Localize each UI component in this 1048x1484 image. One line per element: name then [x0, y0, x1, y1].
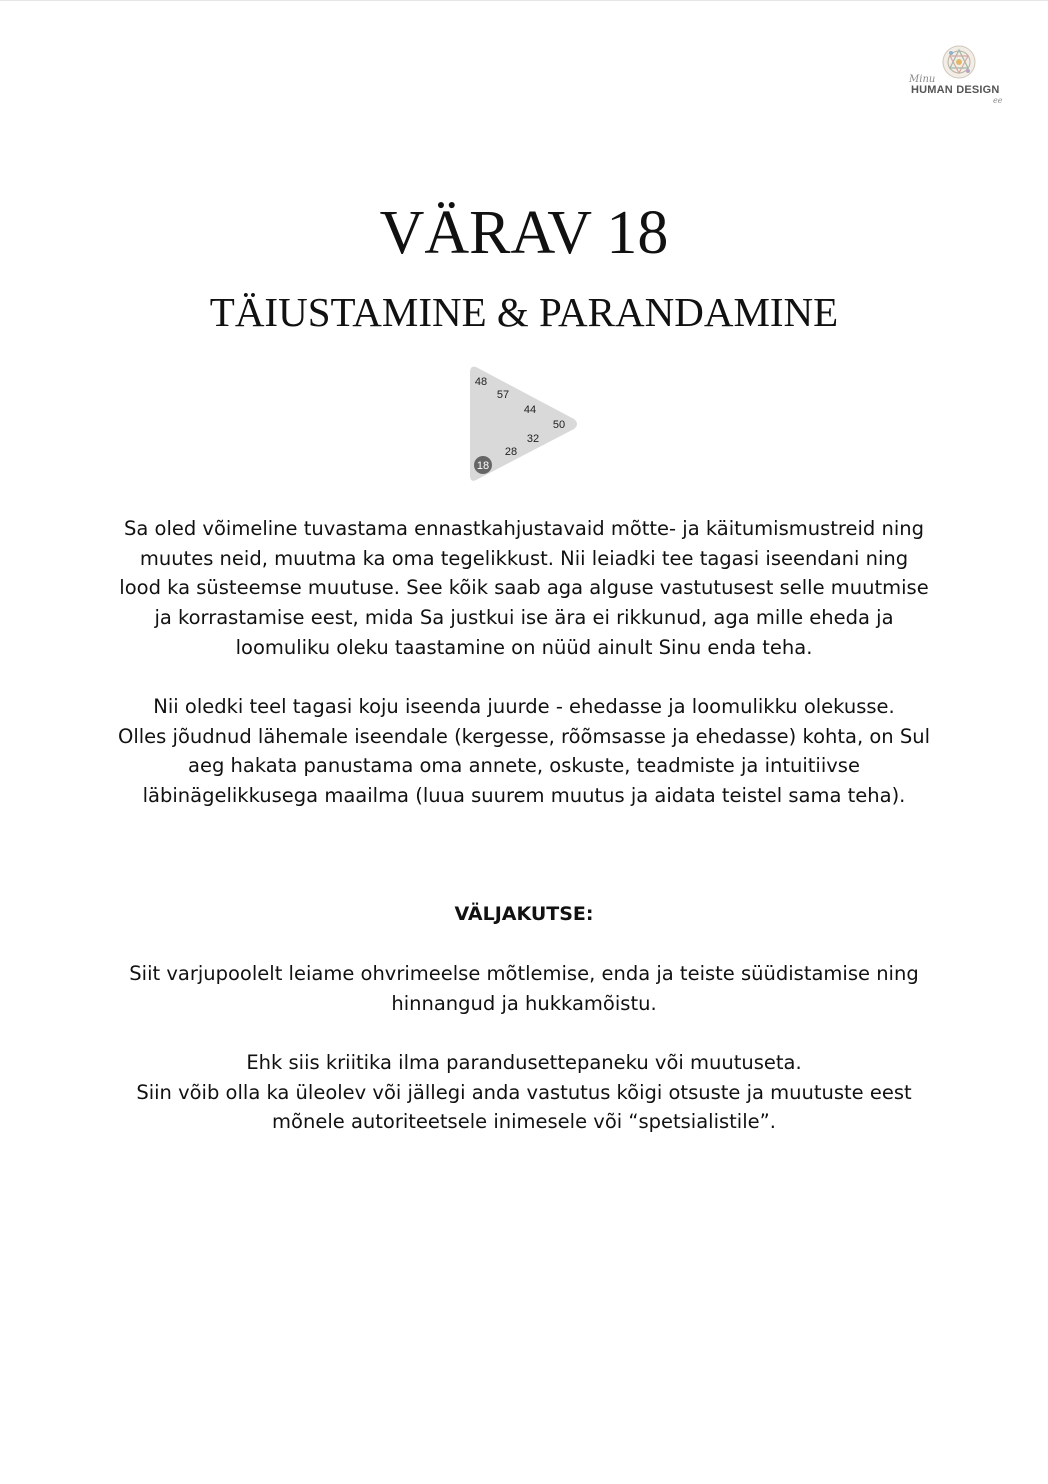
- logo-suffix-text: ee: [993, 96, 1003, 105]
- intro-line-3: lood ka süsteemse muutuse. See kõik saab aga alguse vastutusest selle muutmise: [119, 576, 929, 600]
- challenge-heading: VÄLJAKUTSE:: [454, 903, 594, 925]
- brand-logo: [905, 44, 1015, 108]
- challenge-1-line-2: hinnangud ja hukkamõistu.: [391, 991, 657, 1015]
- challenge-paragraph-2: [100, 1048, 948, 1137]
- gate-label-18: 18: [476, 460, 490, 472]
- gate-label-32: 32: [526, 433, 540, 445]
- logo-script-text: Minu: [909, 74, 936, 85]
- second-line-4: läbinägelikkusega maailma (luua suurem muutus ja aidata teistel sama teha).: [142, 784, 906, 808]
- challenge-1-line-1: Siit varjupoolelt leiame ohvrimeelse mõtlemise, enda ja teiste süüdistamise ning: [129, 962, 919, 985]
- page-title: VÄRAV 18: [379, 199, 669, 267]
- second-line-3: aeg hakata panustama oma annete, oskuste, teadmiste ja intuitiivse: [188, 754, 860, 778]
- page-subtitle: TÄIUSTAMINE & PARANDAMINE: [209, 289, 839, 335]
- mandala-logo-icon: [941, 44, 977, 80]
- second-paragraph: [100, 692, 948, 811]
- second-line-1: Nii oledki teel tagasi koju iseenda juurde - ehedasse ja loomulikku olekusse.: [153, 695, 895, 718]
- challenge-2-line-1: Ehk siis kriitika ilma parandusettepaneku või muutuseta.: [246, 1051, 802, 1074]
- gate-label-44: 44: [523, 404, 537, 416]
- intro-line-1: Sa oled võimeline tuvastama ennastkahjustavaid mõtte- ja käitumismustreid ning: [123, 517, 924, 540]
- challenge-2-line-3: mõnele autoriteetsele inimesele või “spetsialistile”.: [272, 1110, 776, 1134]
- gate-label-28: 28: [504, 446, 518, 458]
- challenge-2-line-2: Siin võib olla ka üleolev või jällegi anda vastutus kõigi otsuste ja muutuste eest: [136, 1080, 912, 1104]
- second-line-2: Olles jõudnud lähemale iseendale (kergesse, rõõmsasse ja ehedasse) kohta, on Sul: [118, 724, 930, 748]
- intro-paragraph: [100, 514, 948, 663]
- logo-brand-text: HUMAN DESIGN: [911, 84, 1000, 96]
- gate-triangle-diagram: [466, 363, 582, 485]
- intro-line-4: ja korrastamise eest, mida Sa justkui ise ära ei rikkunud, aga mille eheda ja: [154, 606, 894, 630]
- gate-label-57: 57: [496, 389, 510, 401]
- gate-label-48: 48: [474, 376, 488, 388]
- gate-label-50: 50: [552, 419, 566, 431]
- intro-line-5: loomuliku oleku taastamine on nüüd ainult Sinu enda teha.: [235, 635, 813, 659]
- intro-line-2: muutes neid, muutma ka oma tegelikkust. Nii leiadki tee tagasi iseendani ning: [139, 546, 909, 570]
- page-top-rule: [0, 0, 1048, 1]
- challenge-paragraph-1: [100, 959, 948, 1018]
